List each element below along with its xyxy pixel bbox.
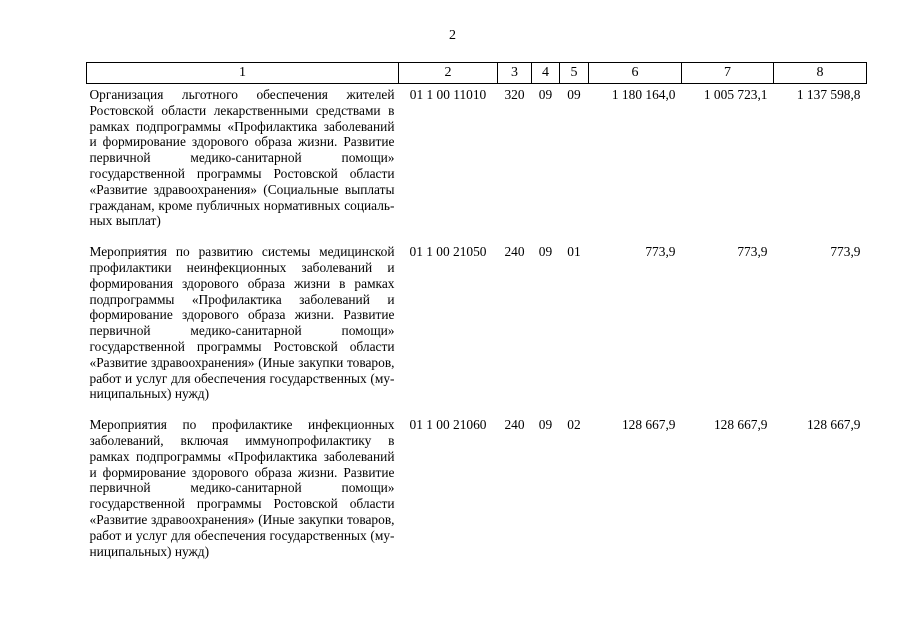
row-col8: 773,9 bbox=[830, 244, 861, 260]
row-col8: 128 667,9 bbox=[806, 417, 861, 433]
row-col5: 09 bbox=[567, 87, 581, 102]
budget-table bbox=[86, 62, 867, 571]
column-header-7: 7 bbox=[682, 63, 774, 84]
row-target-code: 01 1 00 11010 bbox=[409, 87, 487, 102]
row-col3: 240 bbox=[504, 417, 525, 433]
row-col3: 320 bbox=[504, 87, 525, 102]
column-header-4: 4 bbox=[532, 63, 560, 84]
column-header-6: 6 bbox=[589, 63, 682, 84]
row-description: Мероприятия по развитию системы медицинской профилактики неинфекционных заболеваний и формирования здорового образа жизни в рамках подпрограммы «Профилактика заболеваний и формирование здорового образа жизни. Развитие первичной медико-санитарной помощи» государственной программы Ростовской области «Развитие здравоохранения» (Иные закупки товаров, работ и услуг для обеспечения государственных (муниципальных) нужд) bbox=[89, 244, 395, 402]
page-number: 2 bbox=[449, 28, 456, 43]
table-row bbox=[87, 241, 867, 414]
row-target-code: 01 1 00 21050 bbox=[409, 244, 487, 260]
table-header-row bbox=[87, 63, 867, 84]
column-header-1: 1 bbox=[87, 63, 399, 84]
row-col8: 1 137 598,8 bbox=[796, 87, 861, 102]
row-col7: 1 005 723,1 bbox=[703, 87, 768, 102]
row-col5: 02 bbox=[567, 417, 581, 433]
row-col7: 128 667,9 bbox=[713, 417, 768, 433]
row-description: Организация льготного обеспечения жителей Ростовской области лекарственными средствами в рамках подпрограммы «Профилактика заболеваний и формирование здорового образа жизни. Развитие первичной медико-санитарной помощи» государственной программы Ростовской области «Развитие здравоохранения» (Социальные выплаты гражданам, кроме публичных нормативных социальных выплат) bbox=[89, 87, 395, 229]
row-col7: 773,9 bbox=[737, 244, 768, 260]
column-header-8: 8 bbox=[774, 63, 867, 84]
row-description: Мероприятия по профилактике инфекционных заболеваний, включая иммунопрофилактику в рамках подпрограммы «Профилактика заболеваний и формирование здорового образа жизни. Развитие первичной медико-санитарной помощи» государственной программы Ростовской области «Развитие здравоохранения» (Иные закупки товаров, работ и услуг для обеспечения государственных (муниципальных) нужд) bbox=[89, 417, 395, 559]
table-row bbox=[87, 84, 867, 242]
column-header-3: 3 bbox=[498, 63, 532, 84]
row-col4: 09 bbox=[538, 244, 553, 260]
row-col5: 01 bbox=[567, 244, 581, 260]
column-header-5: 5 bbox=[560, 63, 589, 84]
column-header-2: 2 bbox=[399, 63, 498, 84]
row-target-code: 01 1 00 21060 bbox=[409, 417, 487, 433]
row-col4: 09 bbox=[538, 417, 553, 433]
row-col6: 1 180 164,0 bbox=[611, 87, 676, 102]
row-col3: 240 bbox=[504, 244, 525, 260]
table-row bbox=[87, 414, 867, 571]
row-col4: 09 bbox=[538, 87, 553, 102]
row-col6: 773,9 bbox=[645, 244, 676, 260]
row-col6: 128 667,9 bbox=[621, 417, 676, 433]
